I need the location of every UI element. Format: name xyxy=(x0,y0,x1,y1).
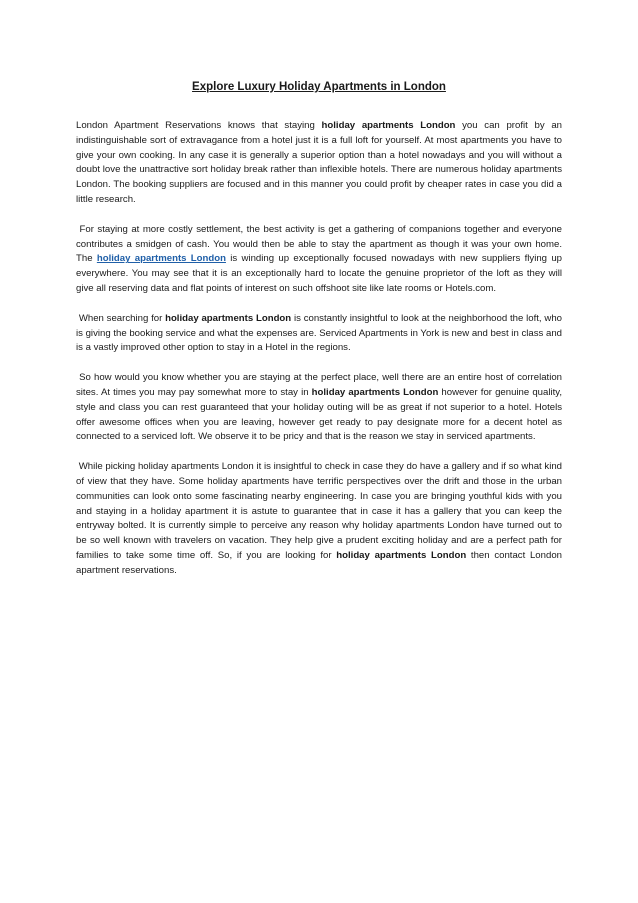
paragraph-text: you can profit by an indistinguishable sort of extravagance from a hotel just it is a full loft for yourself. At most apartments you have to give your own cooking. In any case it is generally a superior option than a hotel nowadays and you will without a doubt love the unattractive sort holiday break rather than inflexible hotels. There are numerous holiday apartments London. The booking suppliers are focused and in this manner you could profit by cheaper rates in case you did a little research. xyxy=(76,120,565,205)
paragraph-text: When searching for xyxy=(76,312,166,324)
paragraph-text: however for genuine quality, style and class you can rest guaranteed that your holiday outing will be as great if not superior to a hotel. Hotels offer awesome offices when you are leaving, however get ready to pay designate more for a decent hotel as connected to a serviced loft. We observe it to be pricy and that is the reason we stay in serviced apartments. xyxy=(76,386,565,443)
paragraph-text: is constantly insightful to look at the neighborhood the loft, who is giving the booking service and what the expenses are. Serviced Apartments in York is new and best in class and is a vastly improved other option to stay in a Hotel in the regions. xyxy=(76,312,565,354)
paragraph-text: For staying at more costly settlement, the best activity is get a gathering of companions together and everyone contributes a smidgen of cash. You would then be able to stay the apartment as though it was your own home. The xyxy=(76,223,565,265)
paragraph-1 xyxy=(76,119,565,208)
bold-keyword: holiday apartments London xyxy=(321,120,456,131)
document-title: Explore Luxury Holiday Apartments in London xyxy=(192,81,446,93)
paragraph-text: So how would you know whether you are staying at the perfect place, well there are an entire host of correlation sites. At times you may pay somewhat more to stay in xyxy=(76,372,565,398)
paragraph-text: London Apartment Reservations knows that staying xyxy=(76,120,322,131)
holiday-apartments-link[interactable]: holiday apartments London xyxy=(96,253,226,265)
bold-keyword: holiday apartments London xyxy=(336,549,467,561)
bold-keyword: holiday apartments London xyxy=(165,312,292,324)
paragraph-text: is winding up exceptionally focused nowadays with new suppliers flying up everywhere. You may see that it is an exceptionally hard to locate the genuine proprietor of the loft as they will give all reserving data and flat points of interest on such offshoot site like late rooms or Hotels.com. xyxy=(76,253,565,294)
paragraph-3 xyxy=(76,312,565,356)
paragraph-text: While picking holiday apartments London it is insightful to check in case they do have a gallery and if so what kind of view that they have. Some holiday apartments have terrific perspectives over the drift and those in the urban communities can look onto some fascinating nearby engineering. In case you are bringing youthful kids with you and staying in a holiday apartment it is astute to guarantee that in case it has a gallery that you can keep the entryway bolted. It is currently simple to perceive any reason why holiday apartments London have turned out to be so well known with travelers on vacation. They help give a prudent exciting holiday and are a perfect path for families to take some time off. So, if you are looking for xyxy=(76,461,565,561)
paragraph-5 xyxy=(76,460,565,578)
paragraph-2 xyxy=(76,223,565,297)
paragraph-4 xyxy=(76,371,565,445)
paragraph-text: then contact London apartment reservations. xyxy=(76,549,565,576)
bold-keyword: holiday apartments London xyxy=(311,386,439,398)
